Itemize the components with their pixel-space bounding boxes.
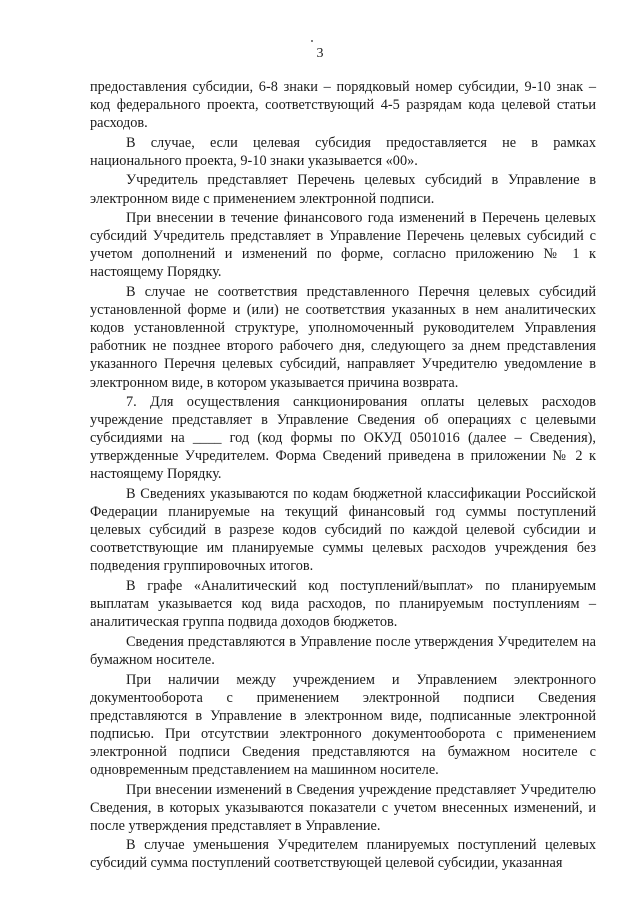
paragraph-changes-in-info: При внесении изменений в Сведения учреждение представляет Учредителю Сведения, в которых указываются показатели с учетом внесенных изменений, и после утверждения представляет в Управление. — [90, 781, 596, 834]
paragraph-continuation: предоставления субсидии, 6-8 знаки – порядковый номер субсидии, 9-10 знак – код федерального проекта, соответствующий 4-5 разрядам кода целевой статьи расходов. — [90, 79, 596, 132]
paragraph-founder-submits-list: Учредитель представляет Перечень целевых субсидий в Управление в электронном виде с применением электронной подписи. — [90, 172, 596, 207]
scan-speck — [311, 40, 313, 42]
paragraph-reduction: В случае уменьшения Учредителем планируемых поступлений целевых субсидий сумма поступлений соответствующей целевой субсидии, указанная — [90, 837, 596, 872]
document-body — [90, 78, 596, 874]
paragraph-list-changes: При внесении в течение финансового года изменений в Перечень целевых субсидий Учредитель представляет в Управление Перечень целевых субсидий с учетом дополнений и изменений по форме, согласно приложению № 1 к настоящему Порядку. — [90, 210, 596, 281]
paragraph-analytic-code: В графе «Аналитический код поступлений/выплат» по планируемым выплатам указывается код вида расходов, по планируемым поступлениям – аналитическая группа подвида доходов бюджетов. — [90, 578, 596, 631]
paragraph-electronic-submission: При наличии между учреждением и Управлением электронного документооборота с применением электронной подписи Сведения представляются в Управление в электронном виде, подписанные электронной подписью. При отсутствии электронного документооборота с применением электронной подписи Сведения представляются на бумажном носителе с одновременным представлением на машинном носителе. — [90, 671, 596, 778]
paragraph-national-project: В случае, если целевая субсидия предоставляется не в рамках национального проекта, 9-10 знаки указывается «00». — [90, 134, 596, 169]
paragraph-item-7: 7. Для осуществления санкционирования оплаты целевых расходов учреждение представляет в Управление Сведения об операциях с целевыми субсидиями на ____ год (код формы по ОКУД 0501016 (далее – Сведения), утвержденные Учредителем. Форма Сведений приведена в приложении № 2 к настоящему Порядку. — [90, 394, 596, 483]
paragraph-budget-codes: В Сведениях указываются по кодам бюджетной классификации Российской Федерации планируемые на текущий финансовый год суммы поступлений целевых субсидий в разрезе кодов субсидий по каждой целевой субсидии и соответствующие им планируемые суммы целевых расходов учреждения без подведения группировочных итогов. — [90, 486, 596, 575]
paragraph-paper-submission: Сведения представляются в Управление после утверждения Учредителем на бумажном носителе. — [90, 633, 596, 668]
paragraph-list-nonconformity: В случае не соответствия представленного Перечня целевых субсидий установленной форме и (или) не соответствия указанных в нем аналитических кодов установленной структуре, уполномоченный руководителем Управления работник не позднее второго рабочего дня, следующего за днем представления указанного Перечня целевых субсидий, направляет Учредителю уведомление в электронном виде, в котором указывается причина возврата. — [90, 284, 596, 391]
page-number: 3 — [316, 46, 324, 61]
